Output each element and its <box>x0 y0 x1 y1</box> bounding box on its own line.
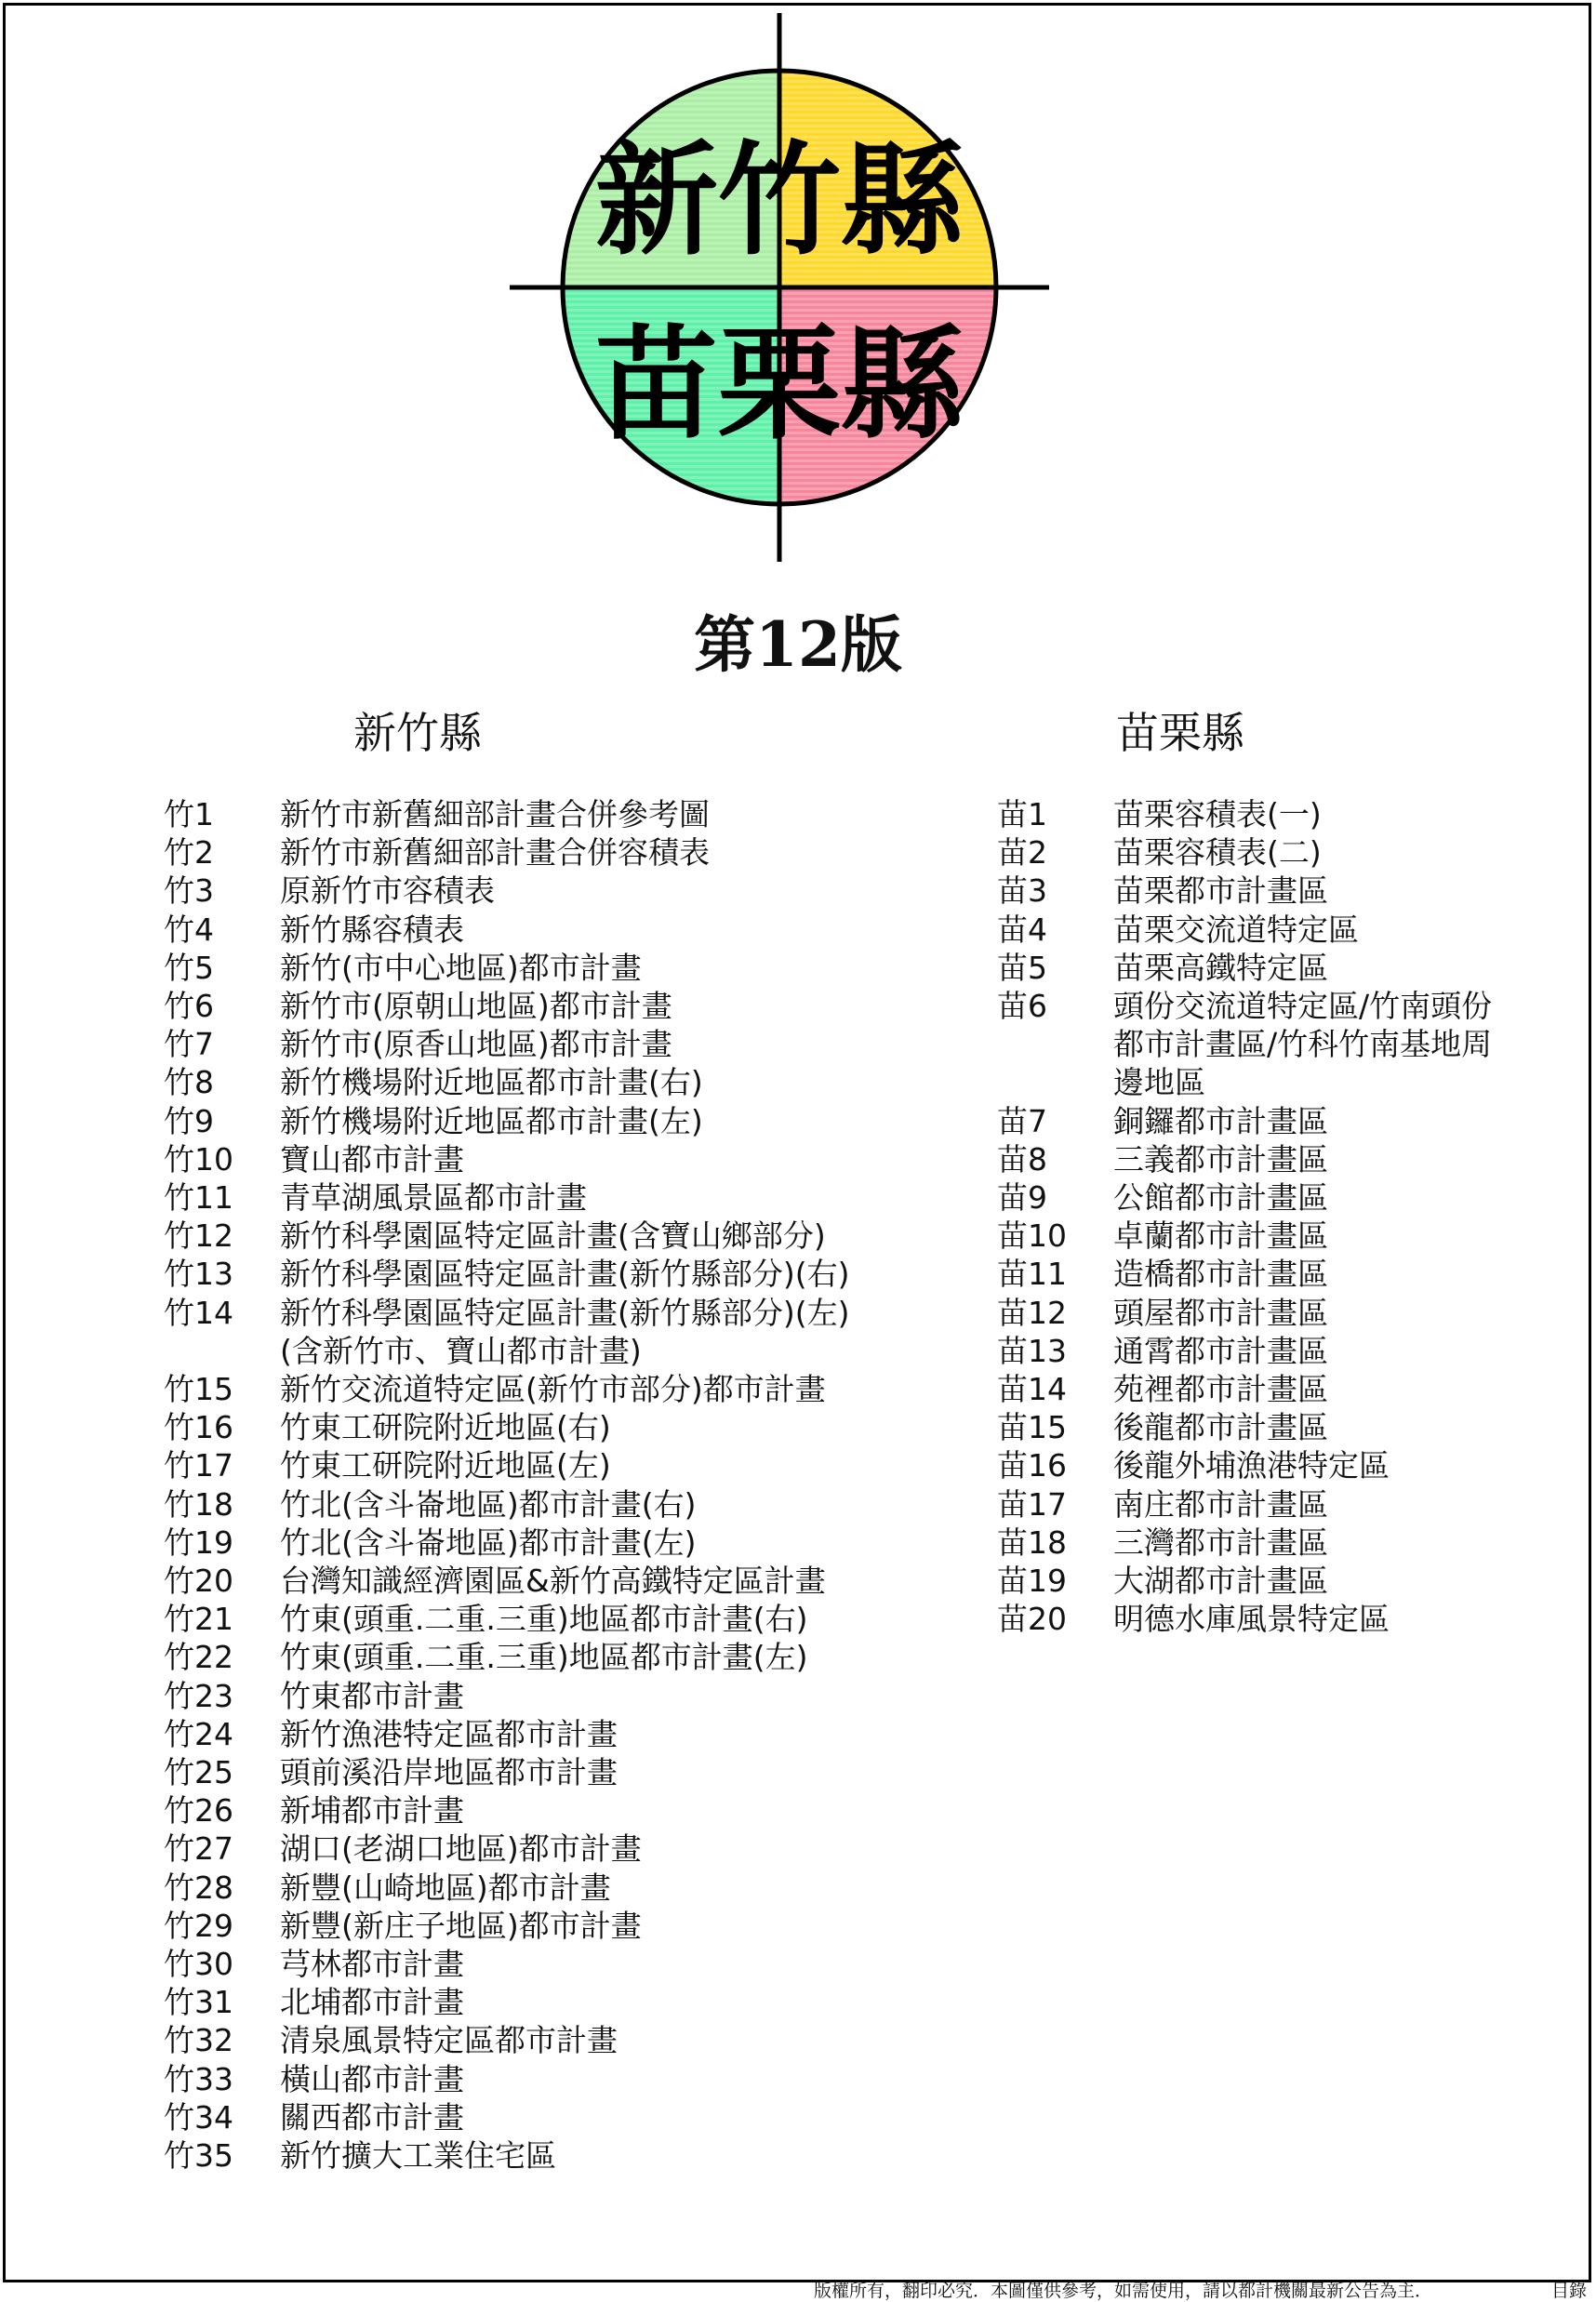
entry-label: 竹東工研院附近地區(右) <box>280 1409 611 1446</box>
entry-code: 竹24 <box>164 1715 233 1752</box>
entry-label: 新竹市新舊細部計畫合併容積表 <box>280 834 710 872</box>
entry-label: 銅鑼都市計畫區 <box>1113 1102 1328 1139</box>
entry-code: 竹35 <box>164 2137 233 2174</box>
entry-label: 頭前溪沿岸地區都市計畫 <box>280 1754 618 1790</box>
entry-code: 苗12 <box>997 1294 1067 1331</box>
entry-code: 苗10 <box>997 1218 1067 1255</box>
entry-label: 新竹科學園區特定區計畫(新竹縣部分)(左) <box>280 1294 850 1331</box>
entry-label: 苗栗高鐵特定區 <box>1113 949 1328 986</box>
entry-label: 後龍外埔漁港特定區 <box>1113 1447 1390 1484</box>
entry-code: 苗20 <box>997 1601 1067 1638</box>
entry-code: 苗3 <box>997 872 1047 910</box>
entry-code: 竹6 <box>164 988 214 1024</box>
entry-code: 竹22 <box>164 1639 233 1676</box>
entry-code: 苗6 <box>997 988 1047 1024</box>
entry-code: 苗7 <box>997 1102 1047 1139</box>
entry-label: 苗栗容積表(二) <box>1113 834 1322 872</box>
entry-code: 竹11 <box>164 1179 233 1216</box>
entry-label: 新竹市新舊細部計畫合併參考圖 <box>280 796 710 832</box>
entry-code: 竹8 <box>164 1064 214 1101</box>
entry-code: 竹34 <box>164 2098 233 2136</box>
entry-label: 寶山都市計畫 <box>280 1140 464 1178</box>
entry-label-continued: (含新竹市、寶山都市計畫) <box>280 1332 642 1369</box>
entry-label: 新竹機場附近地區都市計畫(左) <box>280 1102 703 1139</box>
toc-link[interactable]: 目錄 <box>1551 2281 1588 2301</box>
entry-code: 苗15 <box>997 1409 1067 1446</box>
entry-label: 新竹機場附近地區都市計畫(右) <box>280 1064 703 1101</box>
entry-label: 三義都市計畫區 <box>1113 1140 1328 1178</box>
entry-label: 新埔都市計畫 <box>280 1792 464 1830</box>
entry-code: 苗19 <box>997 1563 1067 1599</box>
entry-code: 竹32 <box>164 2022 233 2059</box>
entry-code: 竹10 <box>164 1140 233 1178</box>
logo-title-bottom: 苗栗縣 <box>595 313 964 457</box>
entry-label: 北埔都市計畫 <box>280 1984 464 2021</box>
entry-label: 竹北(含斗崙地區)都市計畫(右) <box>280 1485 697 1523</box>
entry-code: 竹28 <box>164 1869 233 1906</box>
entry-label: 苗栗容積表(一) <box>1113 796 1322 832</box>
miaoli-column-title: 苗栗縣 <box>1116 708 1244 758</box>
entry-label: 大湖都市計畫區 <box>1113 1563 1328 1599</box>
logo-title-top: 新竹縣 <box>595 128 964 273</box>
entry-code: 竹17 <box>164 1447 233 1484</box>
entry-label: 三灣都市計畫區 <box>1113 1524 1328 1561</box>
entry-code: 竹20 <box>164 1563 233 1599</box>
county-logo <box>510 13 1049 562</box>
entry-code: 苗4 <box>997 911 1047 948</box>
entry-code: 苗14 <box>997 1371 1067 1407</box>
entry-code: 苗1 <box>997 796 1047 832</box>
entry-label: 後龍都市計畫區 <box>1113 1409 1328 1446</box>
entry-label: 竹北(含斗崙地區)都市計畫(左) <box>280 1524 697 1561</box>
entry-label: 新竹科學園區特定區計畫(新竹縣部分)(右) <box>280 1256 850 1293</box>
entry-label: 造橋都市計畫區 <box>1113 1256 1328 1293</box>
entry-code: 苗2 <box>997 834 1047 872</box>
entry-label: 關西都市計畫 <box>280 2098 464 2136</box>
entry-code: 竹1 <box>164 796 214 832</box>
entry-code: 苗16 <box>997 1447 1067 1484</box>
entry-label: 卓蘭都市計畫區 <box>1113 1218 1328 1255</box>
entry-code: 竹12 <box>164 1218 233 1255</box>
entry-label: 橫山都市計畫 <box>280 2060 464 2097</box>
entry-label: 新竹(市中心地區)都市計畫 <box>280 949 642 986</box>
entry-label: 竹東(頭重.二重.三重)地區都市計畫(右) <box>280 1601 808 1638</box>
entry-code: 竹30 <box>164 1946 233 1982</box>
entry-label: 新豐(山崎地區)都市計畫 <box>280 1869 611 1906</box>
entry-label: 原新竹市容積表 <box>280 872 495 910</box>
entry-code: 竹5 <box>164 949 214 986</box>
entry-label: 新竹市(原朝山地區)都市計畫 <box>280 988 672 1024</box>
entry-code: 苗18 <box>997 1524 1067 1561</box>
entry-label: 竹東(頭重.二重.三重)地區都市計畫(左) <box>280 1639 808 1676</box>
entry-code: 竹31 <box>164 1984 233 2021</box>
entry-label: 新竹市(原香山地區)都市計畫 <box>280 1026 672 1063</box>
entry-label: 新竹縣容積表 <box>280 911 464 948</box>
entry-code: 竹15 <box>164 1371 233 1407</box>
entry-label: 明德水庫風景特定區 <box>1113 1601 1390 1638</box>
entry-label: 竹東都市計畫 <box>280 1677 464 1714</box>
entry-label: 頭份交流道特定區/竹南頭份 <box>1113 988 1493 1024</box>
entry-label-continued: 都市計畫區/竹科竹南基地周 <box>1113 1026 1493 1063</box>
entry-code: 苗8 <box>997 1140 1047 1178</box>
entry-label: 湖口(老湖口地區)都市計畫 <box>280 1830 642 1868</box>
entry-label: 頭屋都市計畫區 <box>1113 1294 1328 1331</box>
entry-code: 竹19 <box>164 1524 233 1561</box>
entry-label: 南庄都市計畫區 <box>1113 1485 1328 1523</box>
entry-code: 苗11 <box>997 1256 1067 1293</box>
entry-label-continued: 邊地區 <box>1113 1064 1205 1101</box>
edition-label: 第12版 <box>694 608 902 681</box>
entry-code: 竹9 <box>164 1102 214 1139</box>
entry-label: 青草湖風景區都市計畫 <box>280 1179 587 1216</box>
entry-label: 清泉風景特定區都市計畫 <box>280 2022 618 2059</box>
entry-label: 芎林都市計畫 <box>280 1946 464 1982</box>
entry-label: 新竹科學園區特定區計畫(含寶山鄉部分) <box>280 1218 826 1255</box>
entry-label: 苗栗交流道特定區 <box>1113 911 1359 948</box>
entry-label: 苗栗都市計畫區 <box>1113 872 1328 910</box>
entry-code: 竹23 <box>164 1677 233 1714</box>
entry-label: 公館都市計畫區 <box>1113 1179 1328 1216</box>
entry-code: 竹25 <box>164 1754 233 1790</box>
entry-code: 竹7 <box>164 1026 214 1063</box>
entry-code: 竹29 <box>164 1907 233 1944</box>
entry-code: 竹18 <box>164 1485 233 1523</box>
entry-code: 苗9 <box>997 1179 1047 1216</box>
entry-code: 竹13 <box>164 1256 233 1293</box>
entry-code: 竹4 <box>164 911 214 948</box>
entry-code: 竹21 <box>164 1601 233 1638</box>
entry-label: 新豐(新庄子地區)都市計畫 <box>280 1907 642 1944</box>
entry-label: 竹東工研院附近地區(左) <box>280 1447 611 1484</box>
hsinchu-column-title: 新竹縣 <box>353 708 482 758</box>
entry-code: 苗13 <box>997 1332 1067 1369</box>
entry-label: 台灣知識經濟園區&新竹高鐵特定區計畫 <box>280 1563 826 1599</box>
entry-code: 苗17 <box>997 1485 1067 1523</box>
entry-code: 竹26 <box>164 1792 233 1830</box>
entry-code: 竹27 <box>164 1830 233 1868</box>
entry-code: 竹14 <box>164 1294 233 1331</box>
entry-code: 苗5 <box>997 949 1047 986</box>
entry-code: 竹3 <box>164 872 214 910</box>
entry-code: 竹2 <box>164 834 214 872</box>
entry-code: 竹16 <box>164 1409 233 1446</box>
entry-label: 新竹擴大工業住宅區 <box>280 2137 556 2174</box>
entry-label: 苑裡都市計畫區 <box>1113 1371 1328 1407</box>
entry-label: 新竹交流道特定區(新竹市部分)都市計畫 <box>280 1371 826 1407</box>
entry-label: 通霄都市計畫區 <box>1113 1332 1328 1369</box>
copyright-note: 版權所有，翻印必究．本圖僅供參考，如需使用，請以都計機關最新公告為主． <box>814 2281 1433 2301</box>
entry-code: 竹33 <box>164 2060 233 2097</box>
entry-label: 新竹漁港特定區都市計畫 <box>280 1715 618 1752</box>
